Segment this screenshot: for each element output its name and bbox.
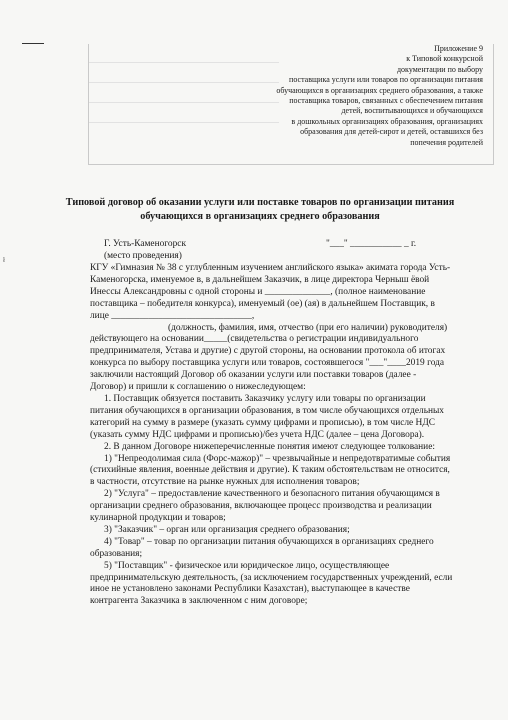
body-line: предпринимательскую деятельность, (за исключением государственных учреждений, если: [90, 572, 453, 583]
frame-line: [89, 62, 279, 63]
body-line: КГУ «Гимназия № 38 с углубленным изучением английского языка» акимата города Усть-: [90, 263, 451, 273]
body-line: иное не установлено законами Республики Казахстан), выступающее в качестве: [90, 584, 410, 595]
body-line: кулинарной продукции и товаров;: [90, 513, 226, 524]
document-title: [60, 196, 460, 224]
contract-body: [90, 263, 494, 608]
body-line: 1. Поставщик обязуется поставить Заказчику услугу или товары по организации: [104, 393, 426, 404]
appendix-frame: [88, 44, 494, 165]
contract-date: "___" ___________ _ г.: [326, 239, 417, 249]
body-line: питания обучающихся в организации образования, в том числе обучающихся отдельных: [90, 405, 444, 416]
body-line: 4) "Товар" – товар по организации питания обучающихся в организациях среднего: [104, 536, 434, 547]
body-line: поставщика – победителя конкурса), именуемый (ое) (ая) в дальнейшем Поставщик, в: [90, 298, 435, 309]
body-line: в частности, отсутствие на рынке нужных для исполнения товаров;: [90, 477, 360, 488]
title-line: Типовой договор об оказании услуги или поставке товаров по организации питания: [65, 197, 455, 208]
appendix-line: в дошкольных организациях образования, организациях: [291, 116, 483, 126]
margin-mark: ł: [3, 256, 5, 264]
appendix-line: обучающихся в организациях среднего образования, а также: [276, 85, 483, 95]
appendix-line: поставщика товаров, связанных с обеспечением питания: [289, 96, 483, 106]
body-line: Инессы Александровны с одной стороны и ______________, (полное наименование: [90, 286, 426, 297]
body-line: (указать сумму НДС цифрами и прописью)/без учета НДС (далее – цена Договора).: [90, 429, 425, 440]
place-note: (место проведения): [104, 251, 182, 261]
body-line: действующего на основании_____(свидетельства о регистрации индивидуального: [90, 334, 419, 345]
frame-line: [89, 82, 279, 83]
appendix-line: образования для детей-сирот и детей, оставшихся без: [300, 127, 483, 137]
frame-line: [89, 122, 279, 123]
appendix-line: документации по выбору: [396, 64, 483, 74]
frame-line: [89, 102, 279, 103]
body-line: организации среднего образования, включающее процесс производства и реализации: [90, 501, 432, 512]
body-line: 2. В данном Договоре нижеперечисленные понятия имеют следующее толкование:: [104, 441, 435, 452]
appendix-note: [253, 44, 483, 148]
body-line: предпринимателя, Устава и другие) с другой стороны, на основании протокола об итогах: [90, 346, 446, 357]
appendix-line: попечения родителей: [410, 137, 483, 147]
body-line: образования;: [90, 548, 143, 559]
title-line: обучающихся в организациях среднего образования: [140, 211, 380, 222]
body-line: 2) "Услуга" – предоставление качественного и безопасного питания обучающимся в: [104, 489, 440, 500]
body-line: контрагента Заказчика в заключенном с ним договоре;: [90, 596, 308, 607]
body-line: заключили настоящий Договор об оказании услуги или поставки товаров (далее -: [90, 370, 417, 381]
appendix-line: детей, воспитывающихся и обучающихся: [341, 106, 483, 116]
body-line: 5) "Поставщик" - физическое или юридическое лицо, осуществляющее: [104, 560, 390, 571]
body-line: конкурса по выбору поставщика услуги или товаров, состоявшегося "___"____2019 года: [90, 358, 445, 369]
appendix-line: поставщика услуги или товаров по организации питания: [289, 75, 483, 85]
body-line: лице ______________________________,: [90, 310, 255, 321]
body-line: 1) "Непреодолимая сила (Форс-мажор)" – чрезвычайные и непредотвратимые события: [104, 453, 451, 464]
body-line: категорий на сумму в размере (указать сумму цифрами и прописью), в том числе НДС: [90, 417, 435, 428]
city-name: Г. Усть-Каменогорск: [104, 239, 187, 249]
appendix-line: к Типовой конкурсной: [406, 54, 483, 64]
corner-mark: [22, 43, 44, 44]
body-line: Каменогорска, именуемое в, в дальнейшем Заказчик, в лице директора Черныш ёвой: [90, 274, 430, 285]
body-line: (должность, фамилия, имя, отчество (при его наличии) руководителя): [168, 322, 448, 333]
appendix-line: Приложение 9: [434, 44, 483, 53]
body-line: 3) "Заказчик" – орган или организация среднего образования;: [104, 524, 350, 535]
body-line: Договор) и пришли к соглашению о нижеследующем:: [90, 382, 306, 393]
body-line: (стихийные явления, военные действия и другие). К таким обстоятельствам не относится,: [90, 465, 450, 476]
